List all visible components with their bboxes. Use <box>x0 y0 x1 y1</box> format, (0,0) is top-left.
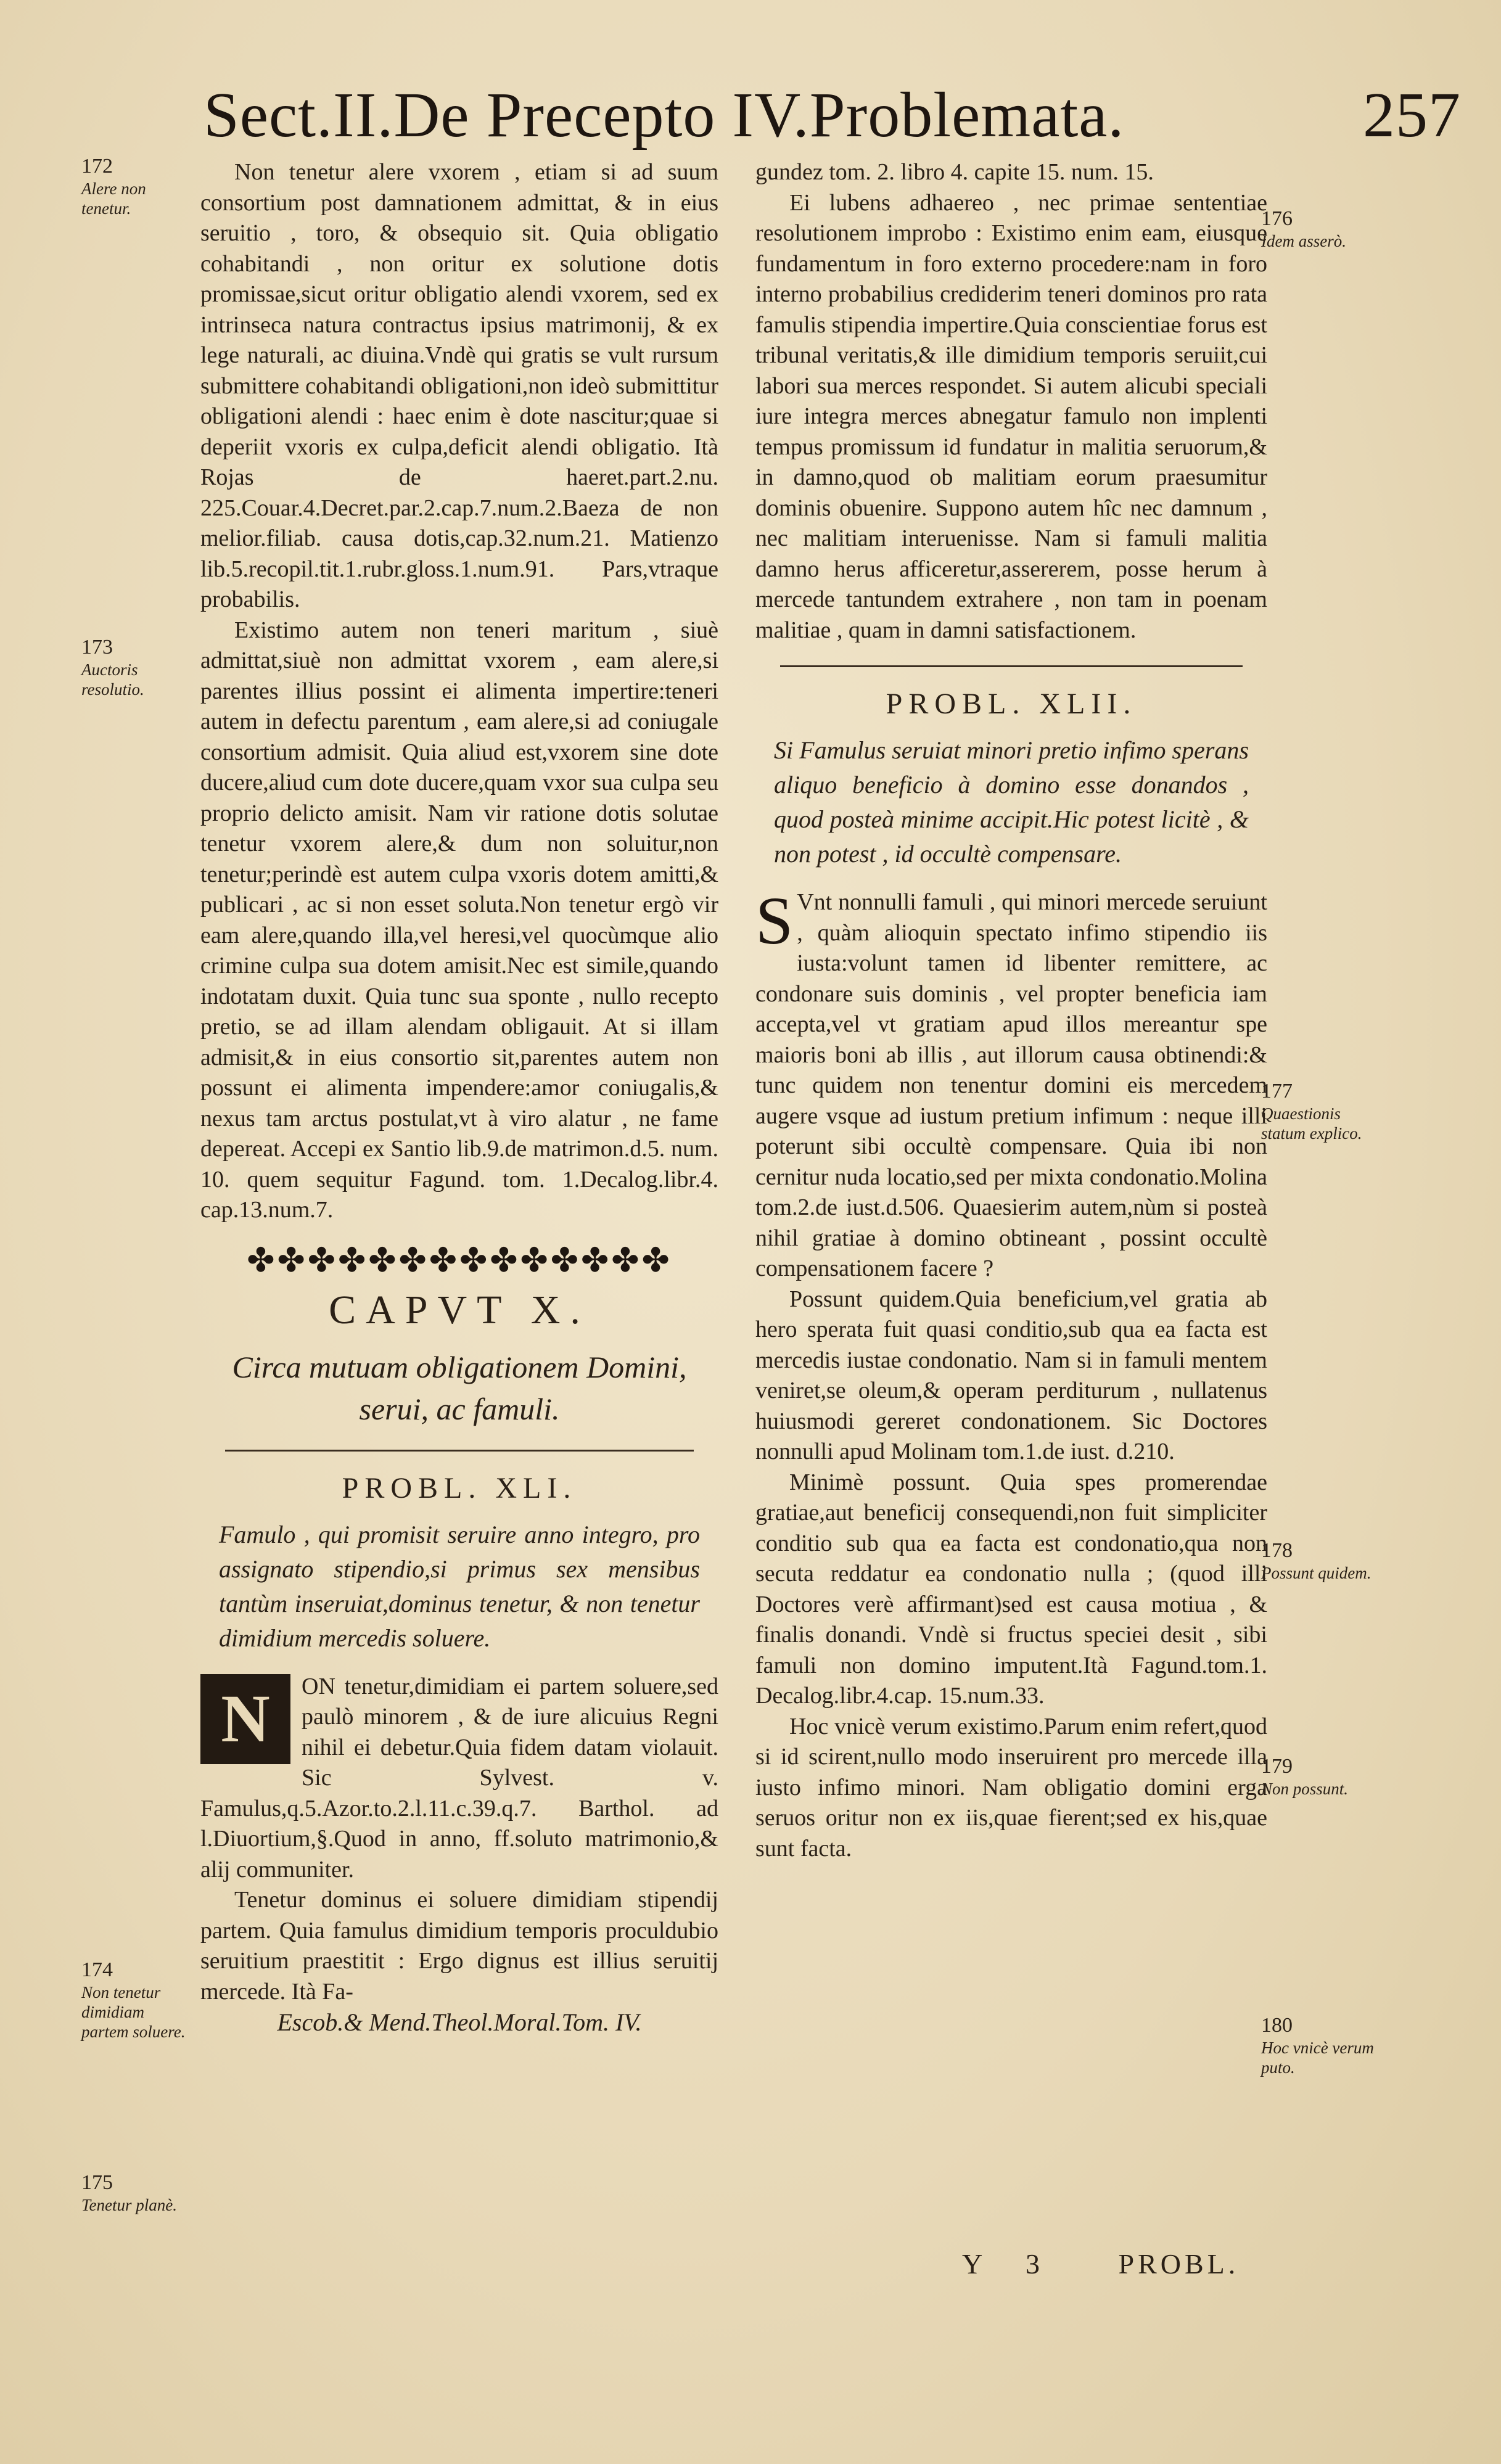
margin-note-174 <box>81 1958 195 2042</box>
paragraph-177 <box>755 883 1267 1284</box>
right-column <box>755 157 1267 1864</box>
divider-rule <box>225 1450 694 1452</box>
margin-note-text: Hoc vnicè verum puto. <box>1261 2039 1374 2077</box>
signature-line: Escob.& Mend.Theol.Moral.Tom. IV. <box>277 2008 642 2036</box>
decorated-initial: N <box>200 1674 290 1764</box>
margin-note-text: Quaestionis statum explico. <box>1261 1104 1362 1143</box>
margin-note-178 <box>1261 1538 1384 1583</box>
paragraph-174 <box>200 1672 718 1886</box>
margin-note-text: Non possunt. <box>1261 1780 1349 1798</box>
margin-note-number: 176 <box>1261 207 1293 230</box>
margin-note-number: 173 <box>81 636 113 659</box>
catchword: PROBL. <box>1118 2248 1240 2280</box>
chapter-title: Circa mutuam obligationem Domini, serui, ac famuli. <box>232 1349 687 1426</box>
paragraph-173: Existimo autem non teneri maritum , siuè admittat,siuè non admittat vxorem , eam alere,si parentes illius possint ei alimenta impertire:teneri autem in defectu parentum , eam alere,si ad coniugale consortium admisit. Quia aliud est,vxorem sine dote ducere,aliud cum dote ducere,quam vxor sua culpa seu proprio delicto amisit. Nam vir ratione dotis solutae tenetur vxorem alere,& dum non soluitur,non tenetur;perindè est autem culpa vxoris dotem amitti,& publicari , ac si non esset soluta.Non tenetur ergò vir eam alere,quando illa,vel heresi,vel quocùmque alio crimine culpa sua dotem amisit.Nec est simile,quando indotatam duxit. Quia tunc sua sponte , nullo recepto pretio, se ad illam alendam obligauit. At si illam admisit,& in eius consortio sit,parentes autem non possunt ei alimenta impendere:amor coniugalis,& nexus tam arctus postulat,vt à viro alatur , ne fame depereat. Accepi ex Santio lib.9.de matrimon.d.5. num. 10. quem sequitur Fagund. tom. 1.Decalog.libr.4. cap.13.num.7. <box>200 617 718 1223</box>
paragraph-172: Non tenetur alere vxorem , etiam si ad suum consortium post damnationem admittat, & in eius seruitio , toro, & obsequio sit. Quia obligatio cohabitandi , non oritur ex solutione dotis promissae,sicut oritur obligatio alendi vxorem, sed ex intrinseca natura contractus ipsius matrimonij, & ex lege naturali, ac diuina.Vndè qui gratis se vult rursum submittere cohabitandi obligationi,non ideò submittitur obligationi alendi : haec enim è dote nascitur;quae si deperiit vxoris ex culpa,deficit alendi obligatio. Ità Rojas de haeret.part.2.nu. 225.Couar.4.Decret.par.2.cap.7.num.2.Baeza de non melior.filiab. causa dotis,cap.32.num.21. Matienzo lib.5.recopil.tit.1.rubr.gloss.1.num.91. Pars,vtraque probabilis. <box>200 159 718 612</box>
divider-rule <box>780 665 1243 667</box>
paragraph-175: Tenetur dominus ei soluere dimidiam stipendij partem. Quia famulus dimidium temporis proculdubio seruitium praestitit : Ergo dignus est illius seruitij mercede. Ità Fa- <box>200 1887 718 2005</box>
left-column <box>200 157 718 2038</box>
paragraph-176: Ei lubens adhaereo , nec primae sententiae resolutionem improbo : Existimo enim eam, eiusque fundamentum in foro externo procedere:nam in foro interno probabilius crediderim teneri dominos pro rata famulis stipendia impertire.Quia conscientiae forus est tribunal veritatis,& ille dimidium temporis seruiit,cui labori sua merces respondet. Si autem alicubi speciali iure integra merces abnegatur famulo non implenti tempus promissum id fundatur in malitia seruorum,& in damno,quod ob malitiam eorum praesumitur dominis obuenire. Suppono autem hîc nec damnum , nec malitiam interuenisse. Nam si famuli malitia damno herus afficeretur,assererem, posse herum à mercede tantundem extrahere , non tam in poenam malitiae , quam in damni satisfactionem. <box>755 189 1267 643</box>
margin-note-number: 172 <box>81 155 113 178</box>
margin-note-text: Auctoris resolutio. <box>81 660 144 699</box>
problem-41-summary: Famulo , qui promisit seruire anno integro, pro assignato stipendio,si primus sex mensibus tantùm inseruiat,dominus tenetur, & non tenetur dimidium mercedis soluere. <box>219 1520 700 1652</box>
margin-note-text: Tenetur planè. <box>81 2196 177 2214</box>
margin-note-176 <box>1261 207 1384 251</box>
margin-note-text: Possunt quidem. <box>1261 1564 1371 1582</box>
problem-42-summary: Si Famulus seruiat minori pretio infimo sperans aliquo beneficio à domino esse donandos , quod posteà minime accipit.Hic potest licitè , & non potest , id occultè compensare. <box>774 736 1249 868</box>
margin-note-175 <box>81 2170 195 2215</box>
margin-note-text: Idem asserò. <box>1261 232 1346 250</box>
problem-41-heading: PROBL. XLI. <box>342 1471 577 1505</box>
margin-note-number: 174 <box>81 1958 113 1981</box>
initial-letter: S <box>755 883 794 958</box>
chapter-heading: CAPVT X. <box>329 1287 590 1333</box>
margin-note-180 <box>1261 2013 1384 2077</box>
signature-mark: Y 3 <box>962 2248 1059 2280</box>
paragraph-177-text: Vnt nonnulli famuli , qui minori mercede seruiunt , quàm alioquin spectato infimo stipendio iis iusta:volunt tamen id libenter remittere, ac condonare suis dominis , vel propter beneficia iam accepta,vel vt gratiam apud illos mereantur spe maioris boni ab illis , aut illorum causa obtinendi:& tunc quidem non tenentur domini eis mercedem augere vsque ad iustum pretium infimum : neque illi poterunt sibi occultè compensare. Quia ibi non cernitur nuda locatio,sed per mixta condonatio.Molina tom.2.de iust.d.506. Quaesierim autem,nùm si posteà nihil gratiae à domino obtineant , possint occultè compensationem facere ? <box>755 889 1267 1281</box>
margin-note-177 <box>1261 1079 1384 1143</box>
margin-note-number: 178 <box>1261 1539 1293 1562</box>
margin-note-number: 177 <box>1261 1080 1293 1103</box>
margin-note-text: Alere non tenetur. <box>81 179 146 218</box>
paragraph-174-text: ON tenetur,dimidiam ei partem soluere,sed paulò minorem , & de iure alicuius Regni nihil ei debetur.Quia fidem datam violauit. Sic Sylvest. v. Famulus,q.5.Azor.to.2.l.11.c.39.q.7. Barthol. ad l.Diuortium,§.Quod in anno, ff.soluto matrimonio,& alij communiter. <box>200 1673 718 1883</box>
margin-note-number: 175 <box>81 2171 113 2194</box>
paragraph-178: Possunt quidem.Quia beneficium,vel gratia ab hero sperata fuit quasi conditio,sub qua ea facta est mercedis iustae condonatio. Nam si in famuli mentem veniret,se oleum,& operam perditurum , nullatenus huiusmodi gereret condonationem. Sic Doctores nonnulli apud Molinam tom.1.de iust. d.210. <box>755 1286 1267 1464</box>
problem-42-heading: PROBL. XLII. <box>886 688 1137 720</box>
running-head-title: Sect.II.De Precepto IV.Problemata. <box>204 80 1125 150</box>
page-number: 257 <box>1363 80 1461 150</box>
margin-note-text: Non tenetur dimidiam partem soluere. <box>81 1983 186 2041</box>
catchword-line <box>962 2248 1270 2280</box>
margin-note-number: 180 <box>1261 2014 1293 2037</box>
margin-note-172 <box>81 154 195 218</box>
margin-note-173 <box>81 635 195 699</box>
paragraph-180: Hoc vnicè verum existimo.Parum enim refert,quod si id scirent,nullo modo inseruirent pro mercede illa iusto infimo minori. Nam obligatio domini erga seruos oritur non ex iis,quae fierent;sed ex his,quae sunt facta. <box>755 1713 1267 1862</box>
paragraph-179: Minimè possunt. Quia spes promerendae gratiae,aut beneficij consequendi,non fuit simpliciter conditio sub qua ea facta est condonatio,qua non secuta reddatur ea condonatio nulla ; (quod illi Doctores verè affirmant)sed est causa motiua , & finalis donandi. Vndè si fructus speciei desit , sibi famuli non domino imputent.Ità Fagund.tom.1. Decalog.libr.4.cap. 15.num.33. <box>755 1469 1267 1709</box>
margin-note-number: 179 <box>1261 1755 1293 1778</box>
paragraph-continuation: gundez tom. 2. libro 4. capite 15. num. 15. <box>755 159 1154 185</box>
ornament-band: ✤✤✤✤✤✤✤✤✤✤✤✤✤✤ <box>247 1241 672 1279</box>
running-head <box>204 69 1461 162</box>
margin-note-179 <box>1261 1754 1384 1799</box>
